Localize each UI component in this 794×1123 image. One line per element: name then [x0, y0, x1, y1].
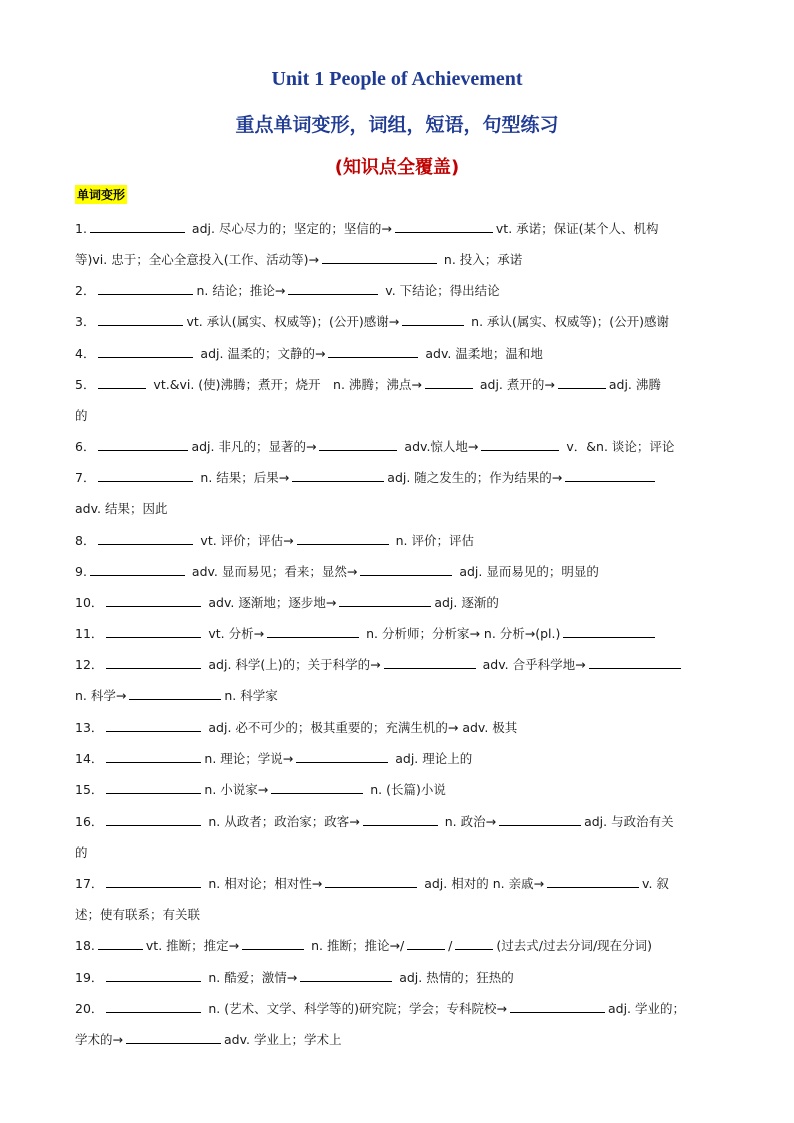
answer-blank[interactable]	[106, 719, 201, 732]
exercise-text: n. 推断；推论→/	[307, 938, 405, 953]
answer-blank[interactable]	[510, 1000, 605, 1013]
exercise-text: 11．	[75, 626, 104, 641]
exercise-line	[75, 376, 735, 394]
answer-blank[interactable]	[363, 813, 438, 826]
exercise-text: 6．	[75, 439, 96, 454]
answer-blank[interactable]	[98, 313, 183, 326]
exercise-text: 10．	[75, 595, 104, 610]
answer-blank[interactable]	[328, 345, 418, 358]
exercise-text: adj. 理论上的	[391, 751, 473, 766]
exercise-text: 20．	[75, 1001, 104, 1016]
exercise-line	[75, 906, 735, 924]
exercise-text: adv. 结果；因此	[75, 501, 168, 516]
exercise-text: 1.	[75, 221, 87, 236]
exercise-text: v．&n. 谈论；评论	[562, 439, 675, 454]
exercise-line	[75, 563, 735, 581]
exercise-line	[75, 345, 735, 363]
exercise-text: (过去式/过去分词/现在分词)	[496, 938, 653, 953]
exercise-text: adj. 逐渐的	[434, 595, 499, 610]
section-label: 单词变形	[75, 185, 127, 204]
exercise-line	[75, 532, 735, 550]
answer-blank[interactable]	[322, 251, 437, 264]
exercise-line	[75, 844, 735, 862]
exercise-line	[75, 656, 735, 674]
exercise-line	[75, 969, 735, 987]
page-title: Unit 1 People of Achievement	[271, 68, 523, 90]
answer-blank[interactable]	[126, 1031, 221, 1044]
exercise-text: 4．	[75, 346, 96, 361]
answer-blank[interactable]	[106, 1000, 201, 1013]
exercise-text: n. 承认(属实、权威等)；(公开)感谢	[467, 314, 670, 329]
exercise-line	[75, 251, 735, 269]
exercise-text: 16．	[75, 814, 104, 829]
exercise-line	[75, 1000, 735, 1018]
exercise-text: adv. 逐渐地；逐步地→	[204, 595, 337, 610]
exercise-text: adj. 热情的；狂热的	[395, 970, 514, 985]
answer-blank[interactable]	[106, 813, 201, 826]
answer-blank[interactable]	[296, 750, 388, 763]
exercise-text: n. 从政者；政治家；政客→	[204, 814, 360, 829]
answer-blank[interactable]	[339, 594, 431, 607]
exercise-text: n. 分析师；分析家→ n. 分析→(pl.)	[362, 626, 561, 641]
answer-blank[interactable]	[425, 376, 473, 389]
exercise-text: n. 科学家	[224, 688, 278, 703]
exercise-line	[75, 220, 735, 238]
exercise-text: 等)vi. 忠于；全心全意投入(工作、活动等)→	[75, 252, 319, 267]
exercise-text: 17．	[75, 876, 104, 891]
answer-blank[interactable]	[292, 469, 384, 482]
answer-blank[interactable]	[106, 625, 201, 638]
answer-blank[interactable]	[98, 282, 193, 295]
exercise-text: n. (艺术、文学、科学等的)研究院；学会；专科院校→	[204, 1001, 507, 1016]
answer-blank[interactable]	[98, 469, 193, 482]
exercise-text: 5．	[75, 377, 96, 392]
exercise-text: 18.	[75, 938, 95, 953]
page-subtitle: 重点单词变形，词组，短语，句型练习	[235, 114, 559, 136]
answer-blank[interactable]	[402, 313, 464, 326]
exercise-text: n. 相对论；相对性→	[204, 876, 323, 891]
exercise-line	[75, 282, 735, 300]
exercise-text: 的	[75, 408, 88, 423]
answer-blank[interactable]	[271, 781, 363, 794]
exercise-text: 2．	[75, 283, 96, 298]
exercise-line	[75, 407, 735, 425]
exercise-text: adj. 与政治有关	[584, 814, 674, 829]
exercise-text: 15．	[75, 782, 104, 797]
exercise-line	[75, 750, 735, 768]
exercise-text: n. 理论；学说→	[204, 751, 294, 766]
exercise-text: n. 结果；后果→	[196, 470, 290, 485]
answer-blank[interactable]	[288, 282, 378, 295]
exercise-text: adj. 必不可少的；极其重要的；充满生机的→ adv. 极其	[204, 720, 518, 735]
exercise-text: n. 评价；评估	[391, 533, 474, 548]
exercise-text: 13．	[75, 720, 104, 735]
answer-blank[interactable]	[325, 875, 417, 888]
answer-blank[interactable]	[565, 469, 655, 482]
exercise-text: adj. 煮开的→	[475, 377, 555, 392]
exercise-text: 9.	[75, 564, 87, 579]
exercise-text: 述；使有联系；有关联	[75, 907, 201, 922]
exercise-text: 7．	[75, 470, 96, 485]
exercise-line	[75, 687, 735, 705]
exercise-text: adv. 合乎科学地→	[478, 657, 586, 672]
answer-blank[interactable]	[360, 563, 452, 576]
exercise-text: 3．	[75, 314, 96, 329]
exercise-text: adv. 学业上；学术上	[223, 1032, 342, 1047]
exercise-text: vt. 承诺；保证(某个人、机构	[495, 221, 659, 236]
answer-blank[interactable]	[98, 937, 143, 950]
exercise-text: vt. 评价；评估→	[196, 533, 294, 548]
exercise-text: 学术的→	[75, 1032, 123, 1047]
answer-blank[interactable]	[384, 656, 476, 669]
exercise-text: 19．	[75, 970, 104, 985]
exercise-text: n. 小说家→	[204, 782, 269, 797]
coverage-note: (知识点全覆盖)	[334, 157, 460, 178]
answer-blank[interactable]	[589, 656, 681, 669]
exercise-text: /	[448, 938, 453, 953]
answer-blank[interactable]	[297, 532, 389, 545]
exercise-text: vt.&vi. (使)沸腾；煮开；烧开 n. 沸腾；沸点→	[149, 377, 422, 392]
exercise-text: 的	[75, 845, 88, 860]
exercise-text: v. 下结论；得出结论	[381, 283, 500, 298]
exercise-text: n. (长篇)小说	[366, 782, 446, 797]
exercise-line	[75, 875, 735, 893]
exercise-line	[75, 500, 735, 518]
exercise-text: n. 酷爱；激情→	[204, 970, 298, 985]
exercise-line	[75, 937, 735, 955]
answer-blank[interactable]	[267, 625, 359, 638]
exercise-text: n. 结论；推论→	[196, 283, 286, 298]
answer-blank[interactable]	[129, 687, 221, 700]
exercise-text: n. 政治→	[440, 814, 497, 829]
answer-blank[interactable]	[90, 563, 185, 576]
exercise-text: adj. 相对的 n. 亲戚→	[420, 876, 545, 891]
exercise-text: 12．	[75, 657, 104, 672]
answer-blank[interactable]	[558, 376, 606, 389]
exercise-line	[75, 438, 735, 456]
answer-blank[interactable]	[407, 937, 445, 950]
answer-blank[interactable]	[395, 220, 493, 233]
exercise-text: adv. 显而易见；看来；显然→	[187, 564, 358, 579]
answer-blank[interactable]	[300, 969, 392, 982]
answer-blank[interactable]	[98, 376, 146, 389]
answer-blank[interactable]	[98, 438, 188, 451]
answer-blank[interactable]	[106, 750, 201, 763]
exercise-text: 14．	[75, 751, 104, 766]
exercise-text: adj. 温柔的；文静的→	[196, 346, 326, 361]
answer-blank[interactable]	[547, 875, 639, 888]
exercise-text: adv. 温柔地；温和地	[421, 346, 543, 361]
exercise-text: adj. 科学(上)的；关于科学的→	[204, 657, 381, 672]
answer-blank[interactable]	[106, 875, 201, 888]
exercise-text: adj. 随之发生的；作为结果的→	[387, 470, 563, 485]
answer-blank[interactable]	[106, 656, 201, 669]
exercise-line	[75, 813, 735, 831]
exercise-text: vt. 分析→	[204, 626, 265, 641]
exercise-text: adj. 显而易见的；明显的	[455, 564, 599, 579]
answer-blank[interactable]	[98, 345, 193, 358]
exercise-text: n. 投入；承诺	[439, 252, 523, 267]
exercise-text: adj. 学业的；	[607, 1001, 685, 1016]
exercise-line	[75, 719, 735, 737]
exercise-text: adv.惊人地→	[400, 439, 479, 454]
answer-blank[interactable]	[106, 594, 201, 607]
exercise-text: vt. 推断；推定→	[145, 938, 240, 953]
exercise-text: vt. 承认(属实、权威等)；(公开)感谢→	[186, 314, 400, 329]
exercise-text: n. 科学→	[75, 688, 127, 703]
answer-blank[interactable]	[563, 625, 655, 638]
exercise-line	[75, 469, 735, 487]
exercise-text: v. 叙	[642, 876, 669, 891]
answer-blank[interactable]	[106, 781, 201, 794]
answer-blank[interactable]	[319, 438, 397, 451]
exercise-text: adj. 尽心尽力的；坚定的；坚信的→	[187, 221, 392, 236]
exercise-text: 8．	[75, 533, 96, 548]
answer-blank[interactable]	[499, 813, 581, 826]
exercise-line	[75, 594, 735, 612]
exercise-line	[75, 625, 735, 643]
answer-blank[interactable]	[481, 438, 559, 451]
answer-blank[interactable]	[90, 220, 185, 233]
answer-blank[interactable]	[242, 937, 304, 950]
answer-blank[interactable]	[106, 969, 201, 982]
exercise-text: adj. 沸腾	[608, 377, 661, 392]
exercise-text: adj. 非凡的；显著的→	[191, 439, 317, 454]
exercise-line	[75, 781, 735, 799]
exercise-line	[75, 1031, 735, 1049]
answer-blank[interactable]	[455, 937, 493, 950]
answer-blank[interactable]	[98, 532, 193, 545]
exercise-line	[75, 313, 735, 331]
